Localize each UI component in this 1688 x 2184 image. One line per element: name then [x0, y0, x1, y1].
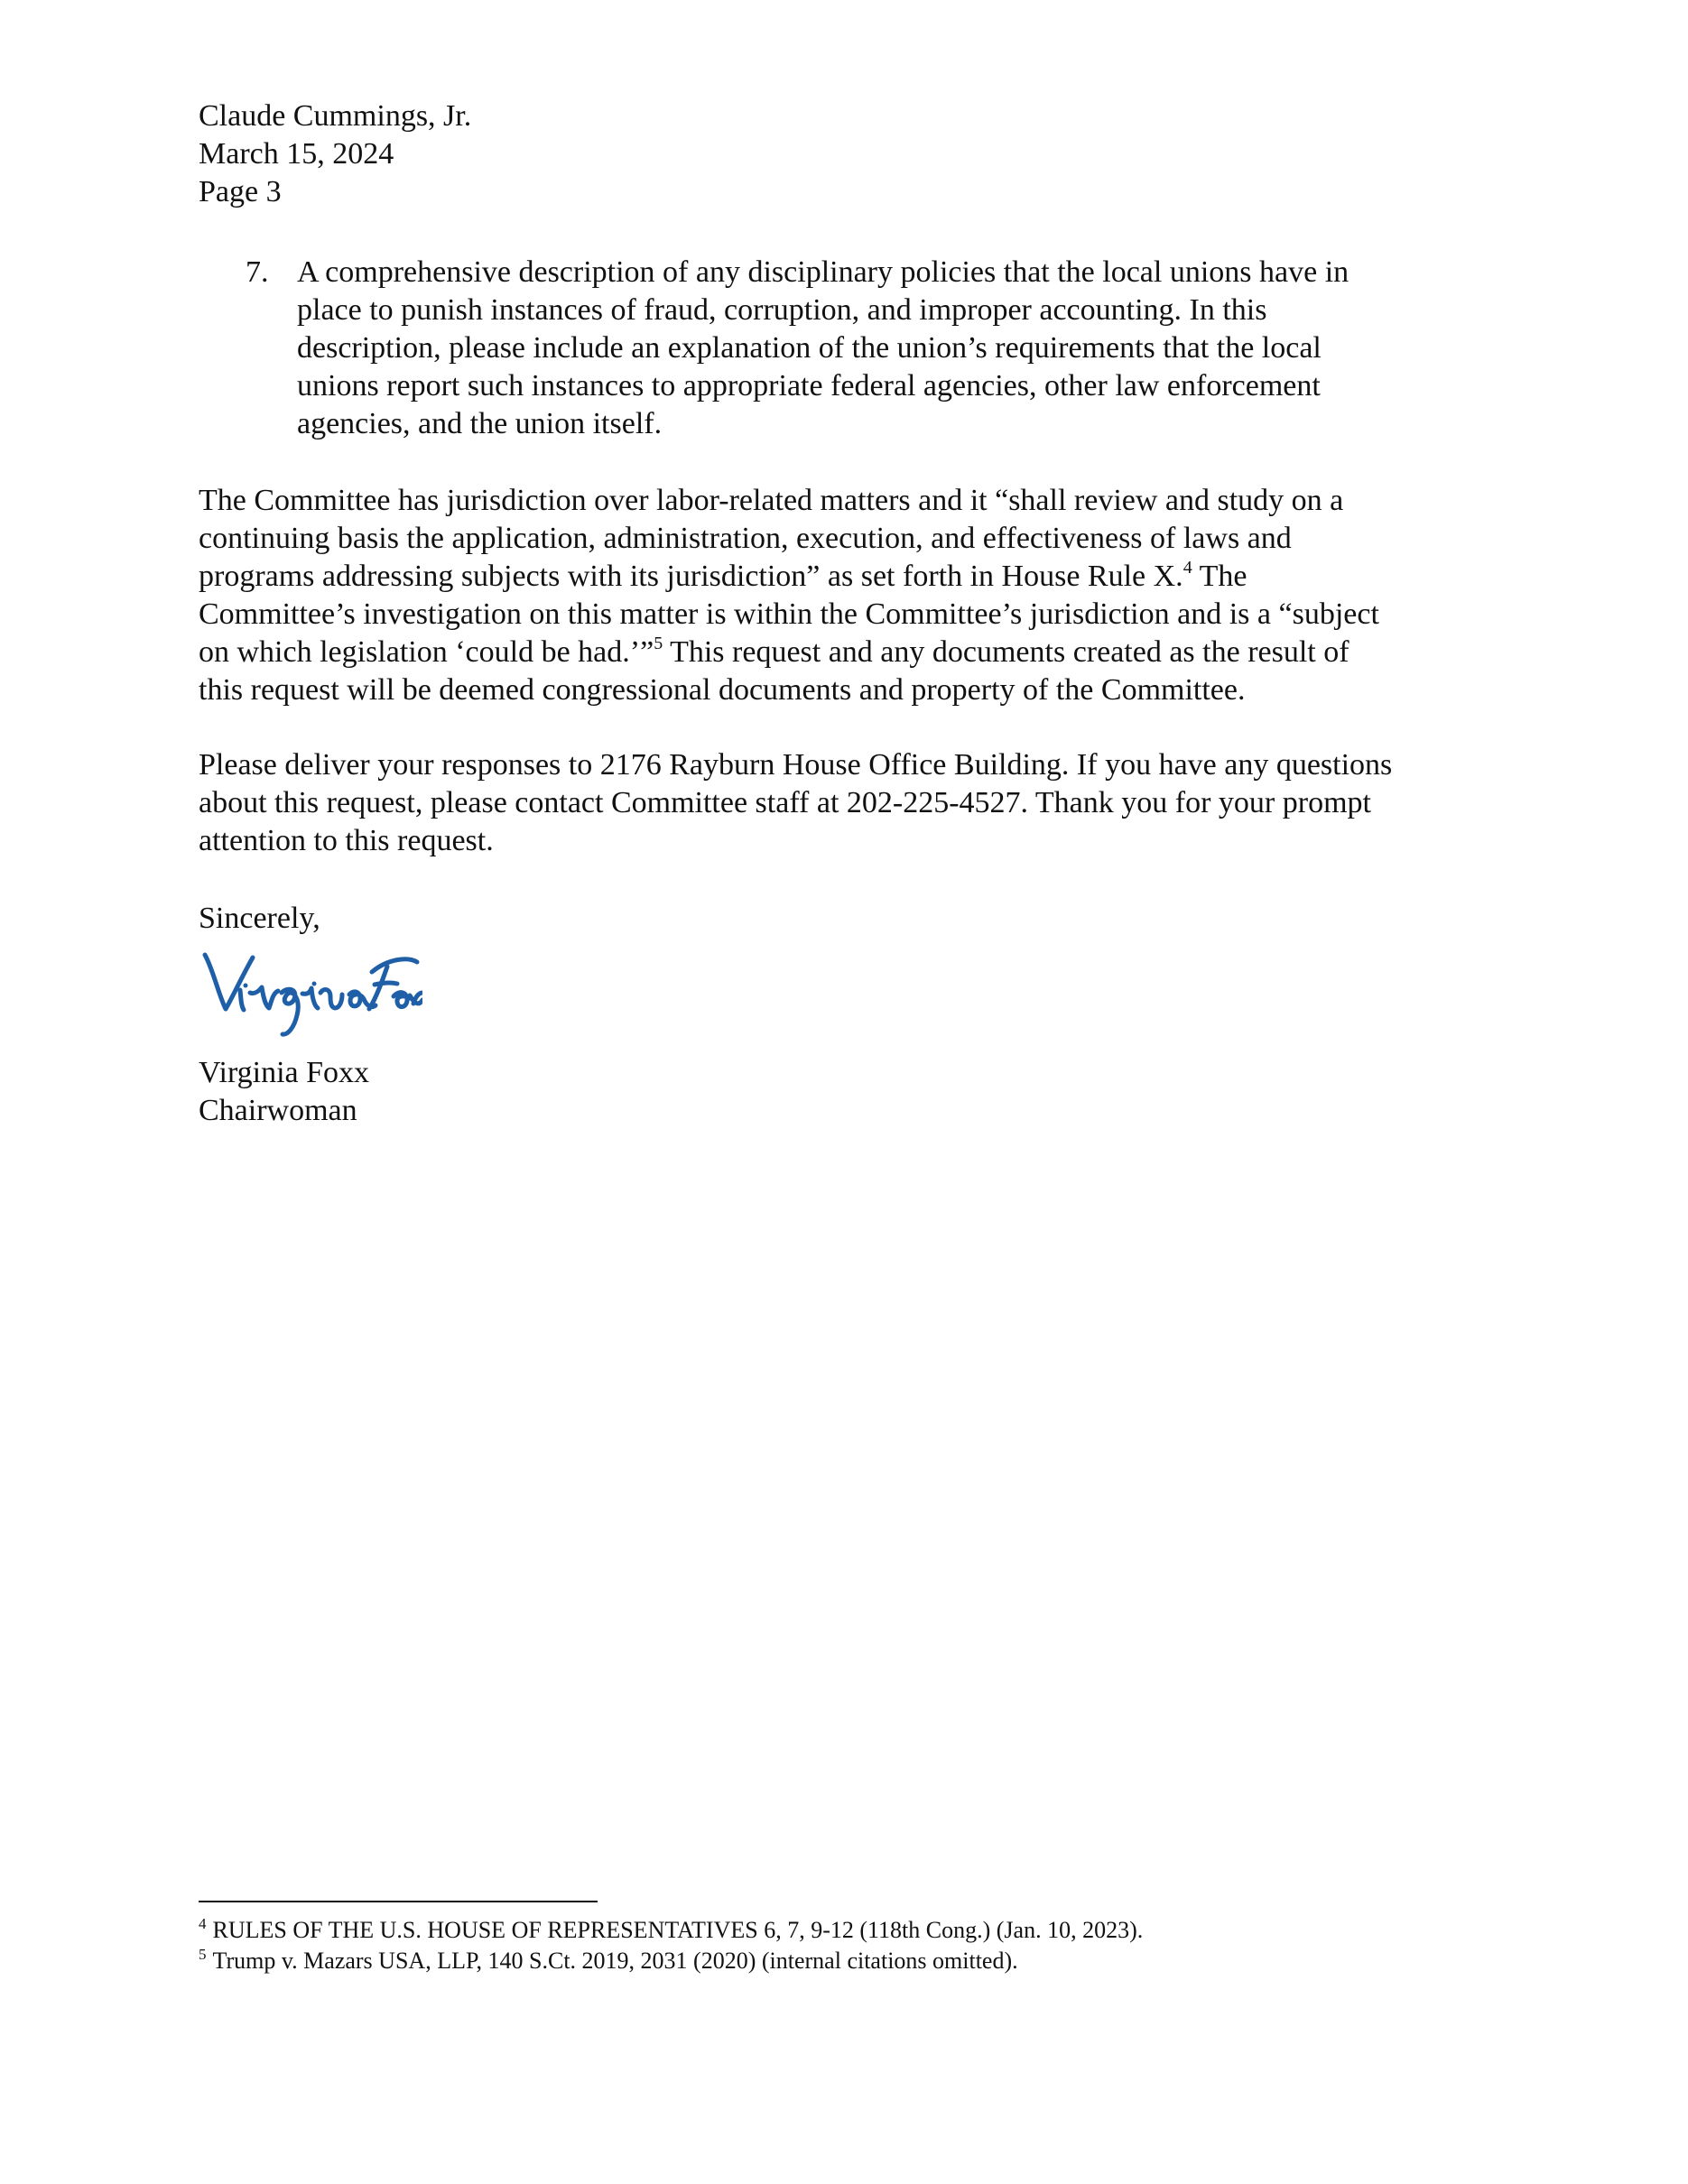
request-item-line: place to punish instances of fraud, corruption, and improper accounting. In this	[297, 293, 1267, 327]
footnote-text: R	[547, 1917, 563, 1943]
footnote-text: U.S. H	[379, 1917, 445, 1943]
footnote-5	[199, 1946, 1498, 1976]
recipient-name: Claude Cummings, Jr.	[199, 99, 472, 133]
footnote-number: 4	[199, 1915, 207, 1932]
footnote-text: R	[212, 1917, 228, 1943]
paragraph-line: this request will be deemed congressional documents and property of the Committee.	[199, 673, 1246, 707]
salutation: Sincerely,	[199, 902, 320, 935]
paragraph-text: programs addressing subjects with its jurisdiction” as set forth in House Rule X.	[199, 560, 1183, 593]
paragraph-text: This request and any documents created as the result of	[663, 635, 1349, 669]
footnote-text: ULES OF THE	[227, 1917, 380, 1943]
footnote-text: 6, 7, 9-12 (118th Cong.) (Jan. 10, 2023).	[757, 1917, 1144, 1943]
footnote-text: OUSE OF	[444, 1917, 548, 1943]
letter-header	[199, 97, 1498, 211]
paragraph-line: continuing basis the application, administration, execution, and effectiveness of laws and	[199, 522, 1292, 555]
letter-date: March 15, 2024	[199, 137, 394, 171]
signatory-title: Chairwoman	[199, 1094, 357, 1127]
handwritten-signature	[200, 946, 422, 1040]
footnote-citation	[213, 1917, 1144, 1943]
footnote-4	[199, 1915, 1498, 1946]
paragraph-line: Please deliver your responses to 2176 Rayburn House Office Building. If you have any questions	[199, 748, 1393, 782]
paragraph-line: The Committee has jurisdiction over labor-related matters and it “shall review and study on a	[199, 484, 1344, 517]
paragraph-line: attention to this request.	[199, 824, 494, 857]
footnote-separator	[199, 1901, 598, 1902]
request-item-number: 7.	[246, 255, 269, 289]
footnote-reference-5: 5	[654, 634, 663, 653]
page-number: Page 3	[199, 175, 282, 208]
paragraph-line-with-footnote	[199, 558, 1498, 596]
signature-block	[199, 1054, 1498, 1130]
paragraph-line-with-footnote	[199, 634, 1498, 671]
signatory-name: Virginia Foxx	[199, 1056, 370, 1089]
paragraph-text: The	[1192, 560, 1247, 593]
footnote-number: 5	[199, 1946, 207, 1963]
request-item-line: agencies, and the union itself.	[297, 407, 663, 440]
request-item-text	[297, 254, 1489, 443]
paragraph-line: about this request, please contact Committee staff at 202-225-4527. Thank you for your prompt	[199, 786, 1371, 819]
request-item-line: A comprehensive description of any disciplinary policies that the local unions have in	[297, 255, 1349, 289]
footnotes	[199, 1915, 1498, 1976]
jurisdiction-paragraph	[199, 482, 1498, 709]
request-item-line: description, please include an explanation of the union’s requirements that the local	[297, 331, 1322, 365]
footnote-reference-4: 4	[1183, 558, 1192, 578]
paragraph-line: Committee’s investigation on this matter is within the Committee’s jurisdiction and is a “subject	[199, 597, 1379, 631]
footnote-citation: Trump v. Mazars USA, LLP, 140 S.Ct. 2019, 2031 (2020) (internal citations omitted).	[212, 1948, 1018, 1974]
footnote-text: EPRESENTATIVES	[562, 1917, 758, 1943]
request-item-line: unions report such instances to appropriate federal agencies, other law enforcement	[297, 369, 1321, 403]
closing-salutation	[199, 900, 1498, 938]
paragraph-text: on which legislation ‘could be had.’”	[199, 635, 654, 669]
delivery-paragraph	[199, 746, 1498, 860]
